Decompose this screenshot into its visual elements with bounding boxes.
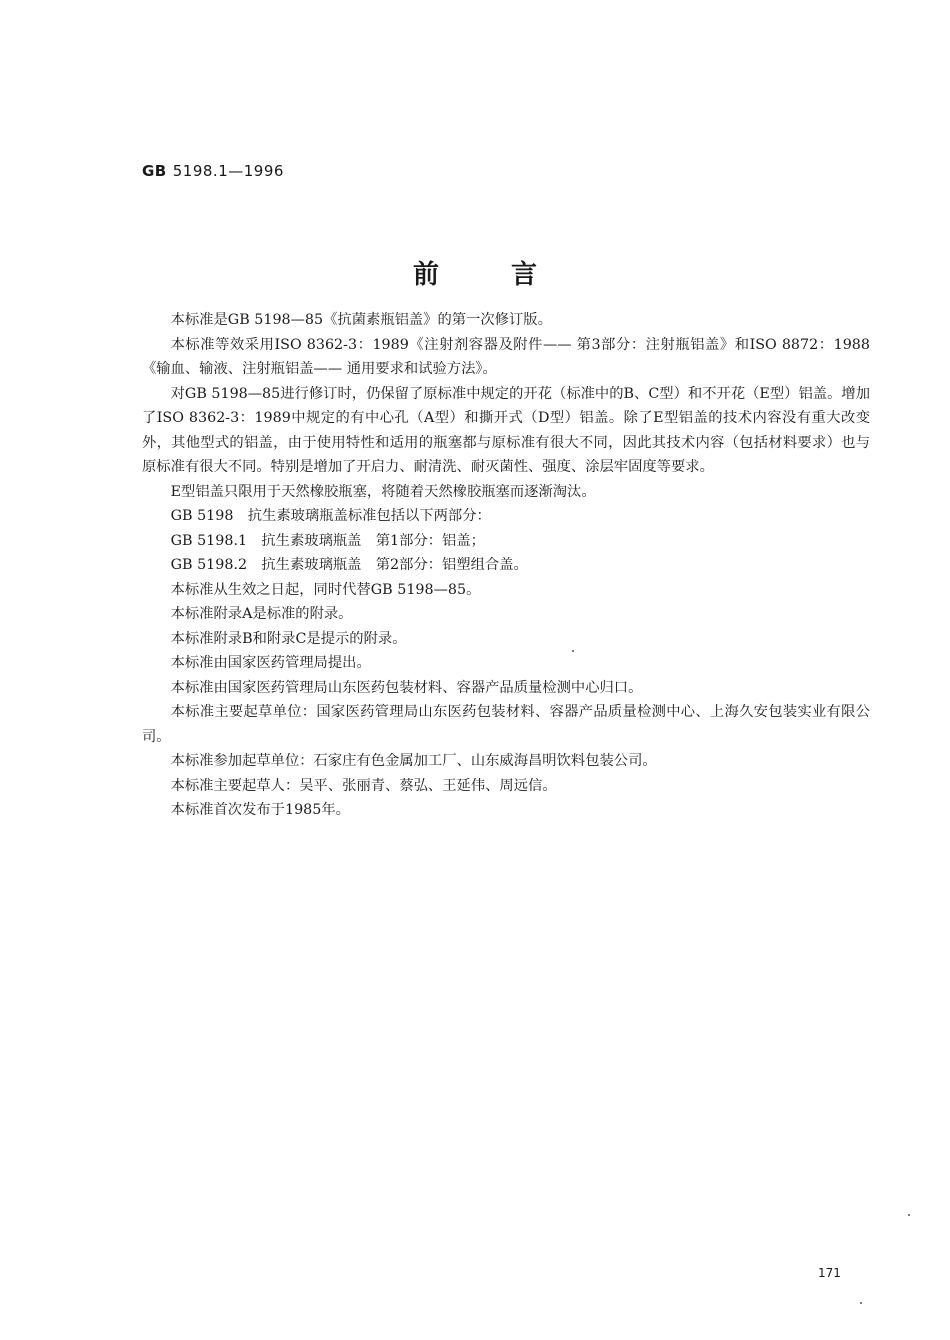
standard-prefix: GB (142, 162, 167, 180)
paragraph-7: GB 5198.2 抗生素玻璃瓶盖 第2部分：铝塑组合盖。 (170, 557, 528, 573)
paragraph-11: 本标准由国家医药管理局提出。 (170, 655, 371, 671)
paragraph-15: 本标准主要起草人：吴平、张丽青、蔡弘、王延伟、周远信。 (170, 777, 557, 794)
paragraph-4: E型铝盖只限用于天然橡胶瓶塞，将随着天然橡胶瓶塞而逐渐淘汰。 (170, 483, 596, 500)
standard-code-header (142, 162, 284, 180)
paragraph-8: 本标准从生效之日起，同时代替GB 5198—85。 (170, 581, 481, 598)
scan-speck (908, 1214, 910, 1216)
scan-speck (860, 1302, 862, 1304)
paragraph-9: 本标准附录A是标准的附录。 (170, 606, 353, 622)
scan-speck (572, 650, 574, 652)
standard-number: 5198.1—1996 (172, 162, 284, 180)
page-title: 前言 (412, 260, 609, 290)
paragraph-14: 本标准参加起草单位：石家庄有色金属加工厂、山东威海昌明饮料包装公司。 (170, 753, 657, 769)
paragraph-13: 本标准主要起草单位：国家医药管理局山东医药包装材料、容器产品质量检测中心、上海久安包装实业有限公司。 (142, 704, 870, 745)
paragraph-12: 本标准由国家医药管理局山东医药包装材料、容器产品质量检测中心归口。 (170, 679, 643, 696)
paragraph-10: 本标准附录B和附录C是提示的附录。 (170, 630, 407, 647)
paragraph-5: GB 5198 抗生素玻璃瓶盖标准包括以下两部分： (170, 508, 491, 524)
paragraph-16: 本标准首次发布于1985年。 (170, 802, 350, 818)
paragraph-2: 本标准等效采用ISO 8362-3：1989《注射剂容器及附件—— 第3部分：注射瓶铝盖》和ISO 8872：1988《输血、输液、注射瓶铝盖—— 通用要求和试验方法》。 (142, 336, 870, 377)
paragraph-3: 对GB 5198—85进行修订时，仍保留了原标准中规定的开花（标准中的B、C型）和不开花（E型）铝盖。增加了ISO 8362-3：1989中规定的有中心孔（A型）和撕开式（D型）铝盖。除了E型铝盖的技术内容没有重大改变外，其他型式的铝盖，由于使用特性和适用的瓶塞都与原标准有很大不同，因此其技术内容（包括材料要求）也与原标准有很大不同。特别是增加了开启力、耐清洗、耐灭菌性、强度、涂层牢固度等要求。 (142, 385, 870, 475)
page-number: 171 (818, 1266, 841, 1280)
paragraph-6: GB 5198.1 抗生素玻璃瓶盖 第1部分：铝盖； (170, 532, 485, 549)
paragraph-1: 本标准是GB 5198—85《抗菌素瓶铝盖》的第一次修订版。 (170, 312, 552, 328)
foreword-body (142, 308, 870, 823)
